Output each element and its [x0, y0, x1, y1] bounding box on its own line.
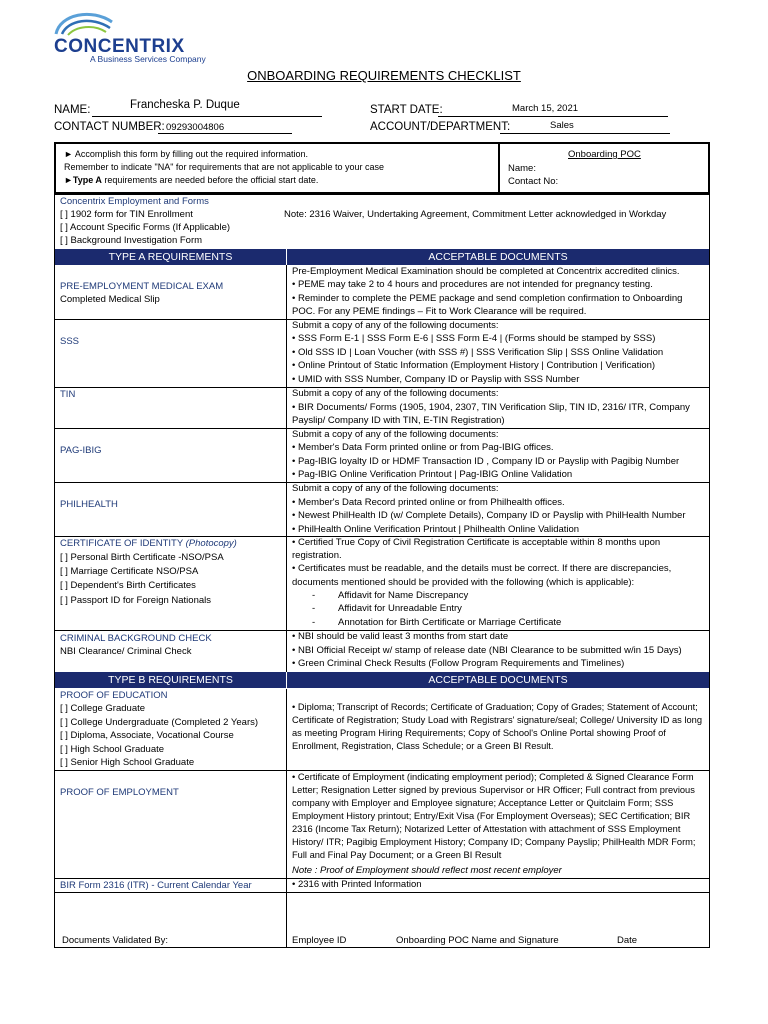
- pagibig-line-3: • Pag-IBIG loyalty ID or HDMF Transaction ID , Company ID or Payslip with Pagibig Number: [292, 456, 680, 467]
- sss-line-2: • SSS Form E-1 | SSS Form E-6 | SSS Form E-4 | (Forms should be stamped by SSS): [292, 333, 656, 344]
- peme-line-4: POC. For any PEME findings – Fit to Work Clearance will be required.: [292, 306, 587, 317]
- logo-tagline: A Business Services Company: [90, 54, 206, 64]
- bir-title: BIR Form 2316 (ITR) - Current Calendar Year: [60, 880, 252, 891]
- name-label: NAME:: [54, 104, 91, 116]
- name-underline: [92, 116, 322, 117]
- education-title: PROOF OF EDUCATION: [60, 690, 168, 701]
- sss-line-4: • Online Printout of Static Information (Employment History | Contribution | Verification): [292, 360, 656, 371]
- education-item-high-school[interactable]: [ ] High School Graduate: [60, 744, 165, 755]
- philhealth-line-4: • PhilHealth Online Verification Printout | Philhealth Online Validation: [292, 524, 580, 535]
- peme-subtitle: Completed Medical Slip: [60, 294, 160, 305]
- pagibig-line-1: Submit a copy of any of the following documents:: [292, 429, 499, 440]
- education-item-senior-high[interactable]: [ ] Senior High School Graduate: [60, 757, 195, 768]
- identity-sub-1: Affidavit for Name Discrepancy: [338, 590, 469, 601]
- start-date-field[interactable]: March 15, 2021: [512, 103, 579, 114]
- documents-validated-label: Documents Validated By:: [62, 935, 168, 946]
- tin-title: TIN: [60, 389, 76, 400]
- pagibig-line-4: • Pag-IBIG Online Verification Printout | Pag-IBIG Online Validation: [292, 469, 573, 480]
- column-divider-a: [286, 265, 287, 672]
- logo-wordmark: CONCENTRIX: [54, 36, 185, 57]
- account-field[interactable]: Sales: [550, 120, 574, 131]
- identity-sub-3: Annotation for Birth Certificate or Marriage Certificate: [338, 617, 562, 628]
- pagibig-title: PAG-IBIG: [60, 445, 102, 456]
- date-label: Date: [617, 935, 638, 946]
- type-a-header: TYPE A REQUIREMENTS: [55, 249, 286, 265]
- identity-item-dependent-cert[interactable]: [ ] Dependent's Birth Certificates: [60, 580, 196, 591]
- identity-line-4: documents mentioned should be provided with the following (which is applicable):: [292, 577, 635, 588]
- start-date-label: START DATE:: [370, 104, 443, 116]
- criminal-line-1: • NBI should be valid least 3 months from start date: [292, 631, 509, 642]
- type-a-docs-header: ACCEPTABLE DOCUMENTS: [287, 249, 709, 265]
- row-divider: [54, 892, 710, 893]
- poc-name-label: Name:: [508, 163, 536, 174]
- criminal-title: CRIMINAL BACKGROUND CHECK: [60, 633, 212, 644]
- form-item-account-specific[interactable]: [ ] Account Specific Forms (If Applicable): [60, 222, 231, 233]
- identity-dash-1: -: [312, 590, 316, 601]
- peme-line-1: Pre-Employment Medical Examination should be completed at Concentrix accredited clinics.: [292, 266, 680, 277]
- name-field[interactable]: Francheska P. Duque: [130, 99, 240, 111]
- instruction-line-3: ►Type A requirements are needed before the official start date.: [64, 175, 319, 185]
- philhealth-line-1: Submit a copy of any of the following documents:: [292, 483, 499, 494]
- column-divider-b: [286, 689, 287, 947]
- instruction-line-1: ► Accomplish this form by filling out the required information.: [64, 149, 309, 159]
- sss-title: SSS: [60, 336, 80, 347]
- form-item-1902[interactable]: [ ] 1902 form for TIN Enrollment: [60, 209, 193, 220]
- philhealth-line-2: • Member's Data Record printed online or from Philhealth offices.: [292, 497, 565, 508]
- employment-forms-title: Concentrix Employment and Forms: [60, 196, 209, 207]
- identity-line-3: • Certificates must be readable, and the details must be correct. If there are discrepancies,: [292, 563, 672, 574]
- employment-documents: • Certificate of Employment (indicating employment period); Completed & Signed Clearance Form Letter; Resignation Letter signed by previous Supervisor or HR Officer; Full contract from previous company with Employer and Employee signature; Acceptance Letter or Quitclaim Form; SSS Employment History printout; Entry/Exit Visa (For Employment Overseas); SEC Certification; BIR 2316 (Income Tax Return); Notarized Letter of Attestation with attachment of SSS Employment History/ ITR; Pagibig Employment History; Company ID; Company Payslip; PhilHealth MDR Form; Full and Final Pay Document; or a Green BI Result: [292, 772, 696, 860]
- employee-id-label: Employee ID: [292, 935, 347, 946]
- contact-field[interactable]: 09293004806: [166, 122, 225, 133]
- sss-line-1: Submit a copy of any of the following documents:: [292, 320, 499, 331]
- bir-documents: • 2316 with Printed Information: [292, 879, 422, 890]
- account-label: ACCOUNT/DEPARTMENT:: [370, 121, 511, 133]
- instructions-divider: [498, 142, 500, 194]
- identity-item-marriage-cert[interactable]: [ ] Marriage Certificate NSO/PSA: [60, 566, 199, 577]
- tin-line-2: • BIR Documents/ Forms (1905, 1904, 2307, TIN Verification Slip, TIN ID, 2316/ ITR, Company: [292, 402, 690, 413]
- education-item-college-graduate[interactable]: [ ] College Graduate: [60, 703, 146, 714]
- identity-dash-2: -: [312, 603, 316, 614]
- education-documents: • Diploma; Transcript of Records; Certificate of Graduation; Copy of Grades; Statement of Account; Certificate of Registration; Study Load with Registrars' signature/seal; College/ University ID as long as meeting Program Hiring Requirements; Copy of School's Online Portal showing Proof of Enrollment, Registration, Class Schedule; or a Green BI Result.: [292, 702, 702, 751]
- identity-line-2: registration.: [292, 550, 342, 561]
- poc-title: Onboarding POC: [568, 149, 641, 160]
- poc-contact-label: Contact No:: [508, 176, 559, 187]
- education-item-college-undergraduate[interactable]: [ ] College Undergraduate (Completed 2 Years): [60, 717, 259, 728]
- sss-line-3: • Old SSS ID | Loan Voucher (with SSS #) | SSS Verification Slip | SSS Online Validation: [292, 347, 664, 358]
- criminal-subtitle: NBI Clearance/ Criminal Check: [60, 646, 192, 657]
- criminal-line-2: • NBI Official Receipt w/ stamp of release date (NBI Clearance to be submitted w/in 15 Days): [292, 645, 682, 656]
- peme-line-2: • PEME may take 2 to 4 hours and procedures are not intended for pregnancy testing.: [292, 279, 653, 290]
- tin-line-3: Payslip/ Company ID with TIN, E-TIN Registration): [292, 415, 505, 426]
- instruction-line-2: Remember to indicate "NA" for requirements that are not applicable to your case: [64, 162, 385, 172]
- sss-line-5: • UMID with SSS Number, Company ID or Payslip with SSS Number: [292, 374, 580, 385]
- form-item-background-investigation[interactable]: [ ] Background Investigation Form: [60, 235, 203, 246]
- contact-underline: [158, 133, 292, 134]
- type-b-docs-header: ACCEPTABLE DOCUMENTS: [287, 672, 709, 688]
- education-item-diploma[interactable]: [ ] Diploma, Associate, Vocational Course: [60, 730, 234, 741]
- employment-note: Note : Proof of Employment should reflect most recent employer: [292, 865, 562, 876]
- philhealth-title: PHILHEALTH: [60, 499, 118, 510]
- poc-signature-label: Onboarding POC Name and Signature: [396, 935, 559, 946]
- identity-item-birth-cert[interactable]: [ ] Personal Birth Certificate -NSO/PSA: [60, 552, 224, 563]
- identity-item-passport[interactable]: [ ] Passport ID for Foreign Nationals: [60, 595, 212, 606]
- employment-forms-note: Note: 2316 Waiver, Undertaking Agreement, Commitment Letter acknowledged in Workday: [284, 209, 667, 220]
- page-title: ONBOARDING REQUIREMENTS CHECKLIST: [247, 68, 521, 83]
- philhealth-line-3: • Newest PhilHealth ID (w/ Complete Details), Company ID or Payslip with PhilHealth Number: [292, 510, 686, 521]
- contact-label: CONTACT NUMBER:: [54, 121, 165, 133]
- start-date-underline: [438, 116, 668, 117]
- account-underline: [500, 133, 670, 134]
- identity-title: CERTIFICATE OF IDENTITY (Photocopy): [60, 538, 237, 549]
- identity-sub-2: Affidavit for Unreadable Entry: [338, 603, 462, 614]
- pagibig-line-2: • Member's Data Form printed online or from Pag-IBIG offices.: [292, 442, 554, 453]
- type-b-header: TYPE B REQUIREMENTS: [55, 672, 286, 688]
- identity-dash-3: -: [312, 617, 316, 628]
- tin-line-1: Submit a copy of any of the following documents:: [292, 388, 499, 399]
- criminal-line-3: • Green Criminal Check Results (Follow Program Requirements and Timelines): [292, 658, 625, 669]
- peme-line-3: • Reminder to complete the PEME package and send completion confirmation to Onboarding: [292, 293, 683, 304]
- concentrix-logo: [52, 10, 222, 62]
- employment-title: PROOF OF EMPLOYMENT: [60, 787, 179, 798]
- identity-line-1: • Certified True Copy of Civil Registration Certificate is acceptable within 8 months upon: [292, 537, 661, 548]
- peme-title: PRE-EMPLOYMENT MEDICAL EXAM: [60, 281, 224, 292]
